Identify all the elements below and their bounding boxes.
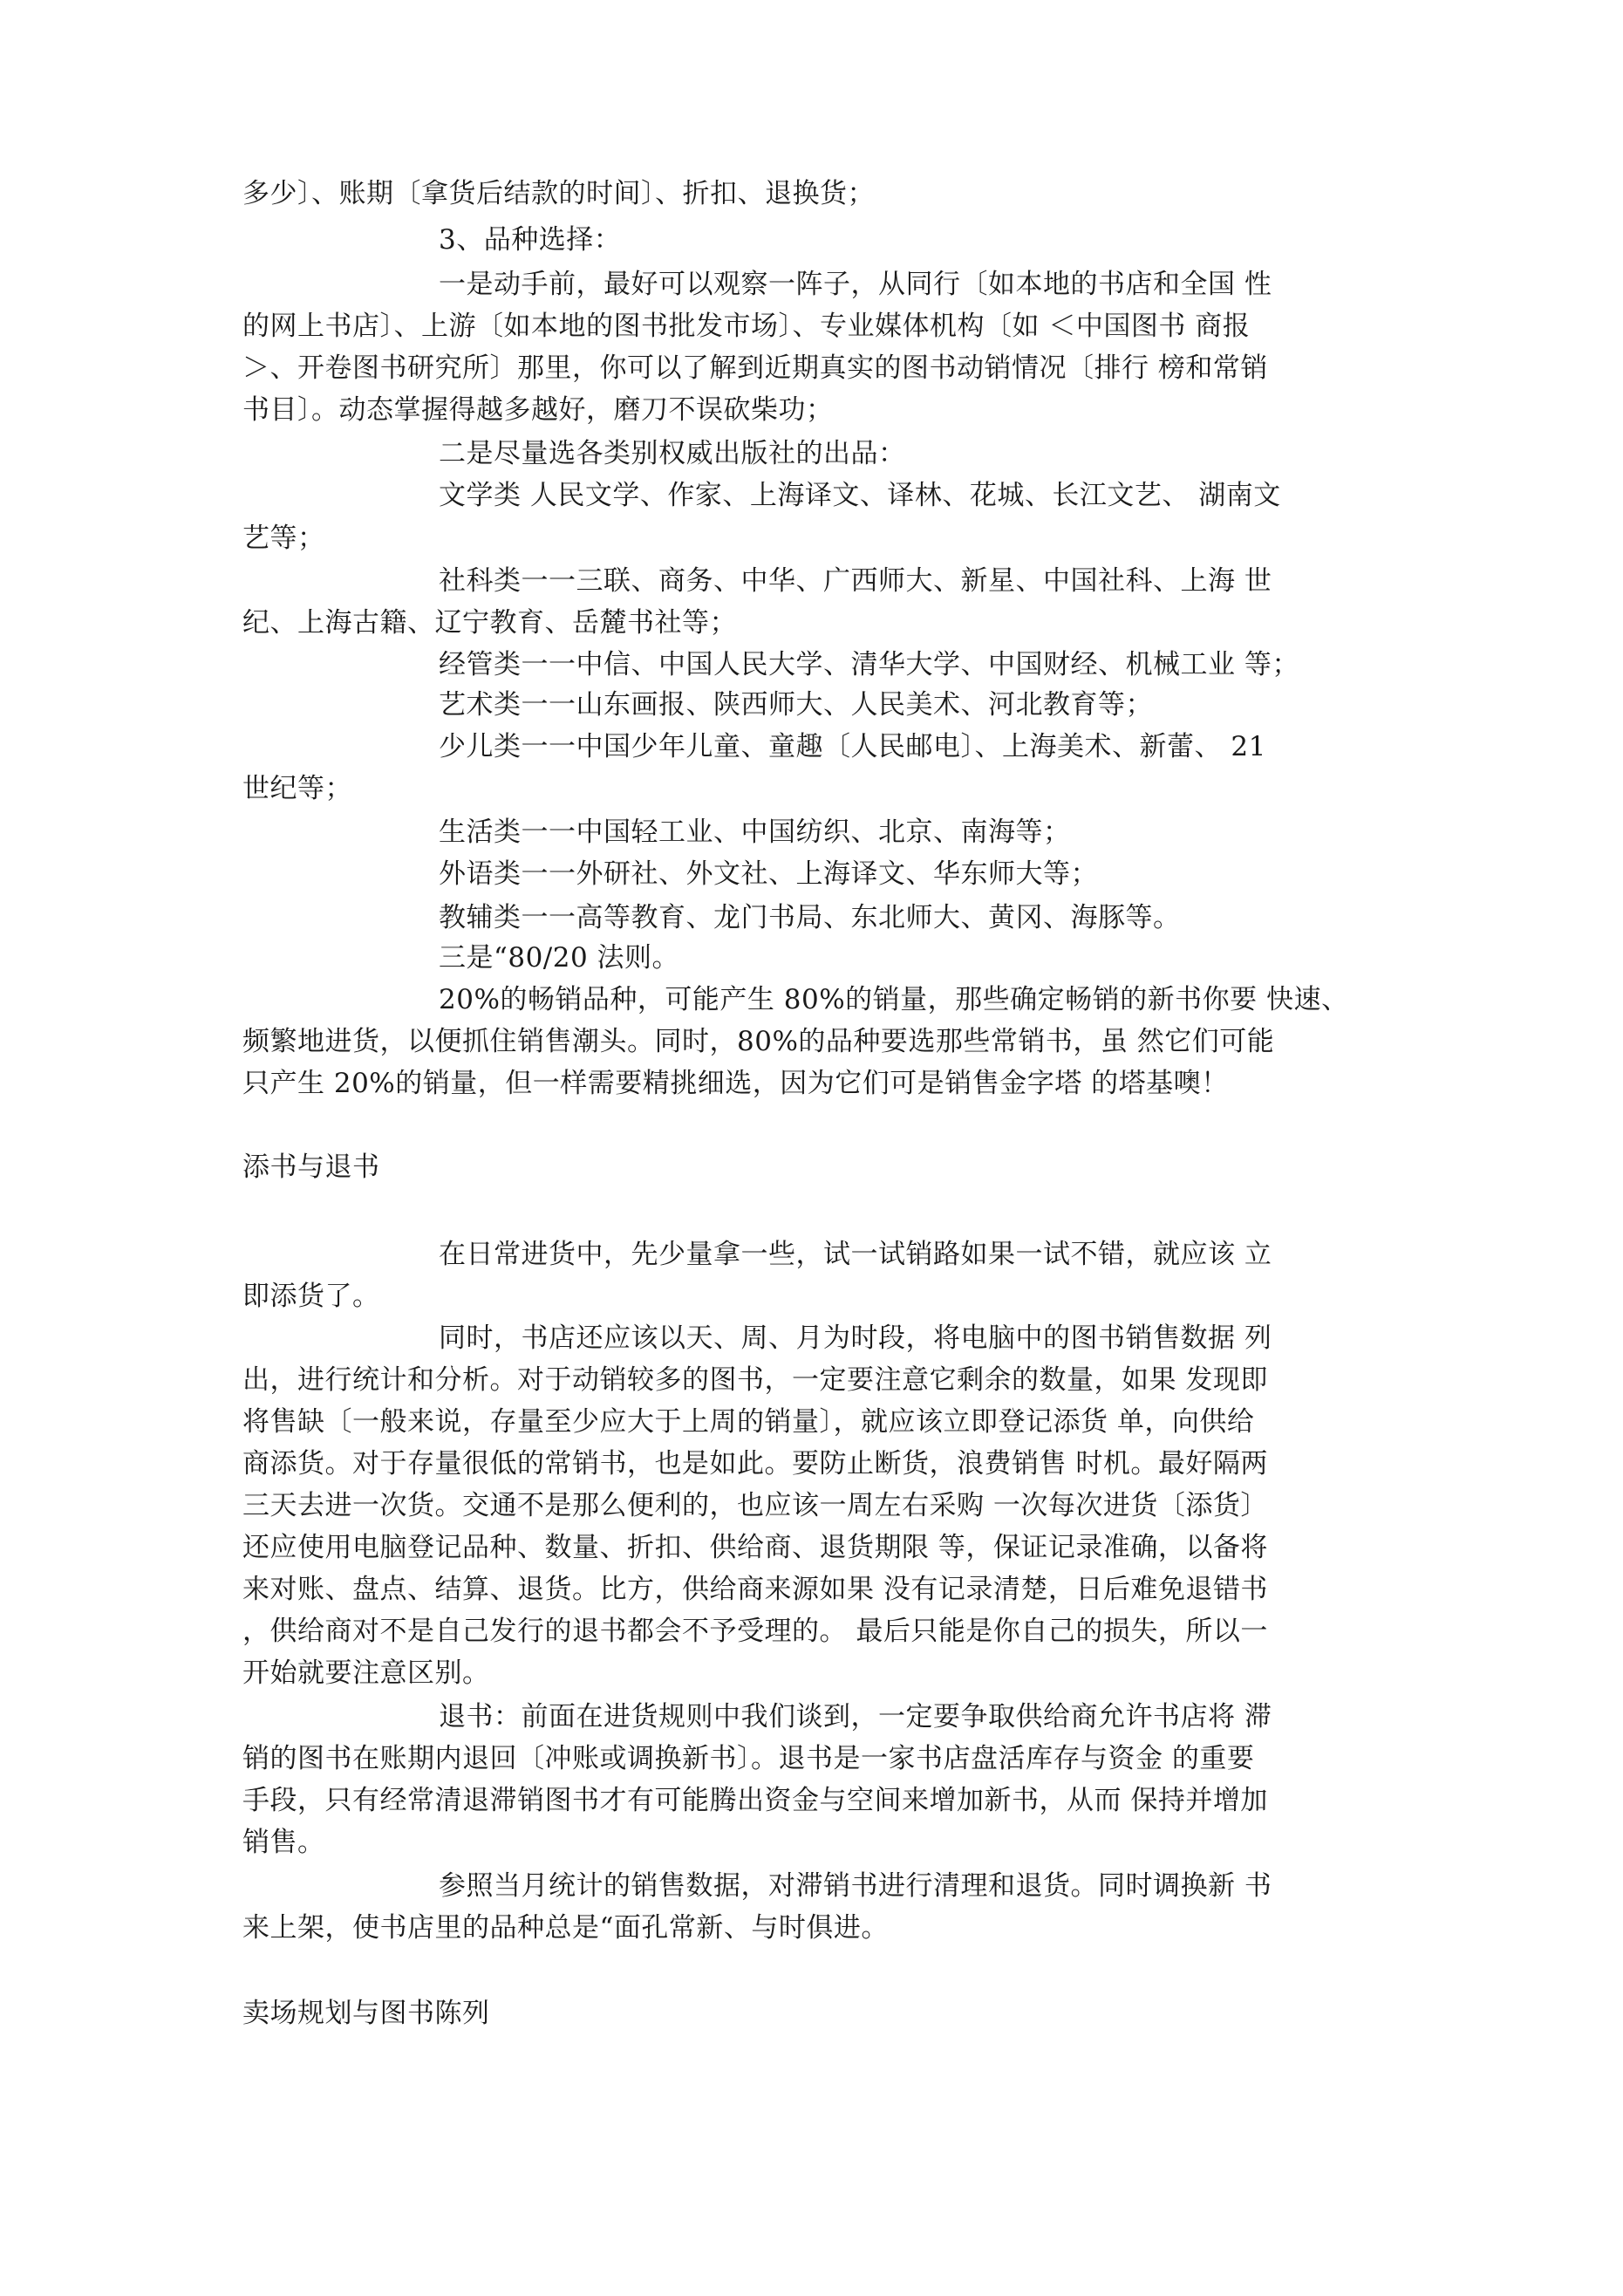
text-line: 少儿类一一中国少年儿童、童趣〔人民邮电〕、上海美术、新蕾、 21 — [439, 731, 1266, 762]
section-heading: 卖场规划与图书陈列 — [242, 1998, 490, 2029]
text-line: 只产生 20%的销量，但一样需要精挑细选，因为它们可是销售金字塔 的塔基噢！ — [242, 1068, 1229, 1099]
text-line: 一是动手前，最好可以观察一阵子，从同行〔如本地的书店和全国 性 — [439, 269, 1272, 300]
text-line: 多少〕、账期〔拿货后结款的时间〕、折扣、退换货； — [242, 178, 875, 209]
text-line: ，供给商对不是自己发行的退书都会不予受理的。 最后只能是你自己的损失，所以一 — [242, 1616, 1268, 1647]
text-line: 外语类一一外研社、外文社、上海译文、华东师大等； — [439, 858, 1098, 890]
text-line: 二是尽量选各类别权威出版社的出品： — [439, 438, 906, 469]
text-line: 的网上书店〕、上游〔如本地的图书批发市场〕、专业媒体机构〔如 ＜中国图书 商报 — [242, 311, 1251, 342]
text-line: 艺术类一一山东画报、陕西师大、人民美术、河北教育等； — [439, 689, 1153, 721]
text-line: 来对账、盘点、结算、退货。比方，供给商来源如果 没有记录清楚，日后难免退错书 — [242, 1574, 1268, 1605]
text-line: 将售缺〔一般来说，存量至少应大于上周的销量〕，就应该立即登记添货 单，向供给 — [242, 1406, 1255, 1438]
text-line: 退书：前面在进货规则中我们谈到，一定要争取供给商允许书店将 滞 — [439, 1701, 1272, 1732]
text-line: 教辅类一一高等教育、龙门书局、东北师大、黄冈、海豚等。 — [439, 902, 1181, 933]
text-line: 三天去进一次货。交通不是那么便利的，也应该一周左右采购 一次每次进货〔添货〕 — [242, 1490, 1268, 1521]
text-line: 生活类一一中国轻工业、中国纺织、北京、南海等； — [439, 817, 1071, 848]
text-line: 经管类一一中信、中国人民大学、清华大学、中国财经、机械工业 等； — [439, 649, 1299, 680]
text-line: 销的图书在账期内退回〔冲账或调换新书〕。退书是一家书店盘活库存与资金 的重要 — [242, 1743, 1255, 1774]
text-line: 即添货了。 — [242, 1281, 380, 1312]
section-heading: 添书与退书 — [242, 1151, 380, 1183]
text-line: 出，进行统计和分析。对于动销较多的图书，一定要注意它剩余的数量，如果 发现即 — [242, 1364, 1268, 1396]
text-line: 书目〕。动态掌握得越多越好，磨刀不误砍柴功； — [242, 394, 834, 426]
text-line: ＞、开卷图书研究所〕那里，你可以了解到近期真实的图书动销情况〔排行 榜和常销 — [242, 352, 1268, 384]
text-line: 3、品种选择： — [439, 224, 622, 256]
text-line: 频繁地进货，以便抓住销售潮头。同时，80%的品种要选那些常销书，虽 然它们可能 — [242, 1026, 1275, 1057]
text-line: 开始就要注意区别。 — [242, 1657, 490, 1689]
text-line: 在日常进货中，先少量拿一些，试一试销路如果一试不错，就应该 立 — [439, 1239, 1272, 1270]
text-line: 20%的畅销品种，可能产生 80%的销量，那些确定畅销的新书你要 快速、 — [439, 984, 1349, 1015]
text-line: 文学类 人民文学、作家、上海译文、译林、花城、长江文艺、 湖南文 — [439, 480, 1281, 511]
text-line: 社科类一一三联、商务、中华、广西师大、新星、中国社科、上海 世 — [439, 565, 1272, 597]
text-line: 来上架，使书店里的品种总是“面孔常新、与时俱进。 — [242, 1912, 889, 1944]
text-line: 销售。 — [242, 1827, 325, 1858]
text-line: 商添货。对于存量很低的常销书，也是如此。要防止断货，浪费销售 时机。最好隔两 — [242, 1448, 1268, 1479]
text-line: 手段，只有经常清退滞销图书才有可能腾出资金与空间来增加新书，从而 保持并增加 — [242, 1785, 1268, 1816]
text-line: 艺等； — [242, 523, 325, 554]
text-line: 同时，书店还应该以天、周、月为时段，将电脑中的图书销售数据 列 — [439, 1322, 1272, 1354]
text-line: 还应使用电脑登记品种、数量、折扣、供给商、退货期限 等，保证记录准确，以备将 — [242, 1532, 1268, 1563]
text-line: 三是“80/20 法则。 — [439, 942, 680, 974]
text-line: 世纪等； — [242, 773, 352, 804]
text-line: 参照当月统计的销售数据，对滞销书进行清理和退货。同时调换新 书 — [439, 1870, 1272, 1902]
text-line: 纪、上海古籍、辽宁教育、岳麓书社等； — [242, 607, 737, 639]
